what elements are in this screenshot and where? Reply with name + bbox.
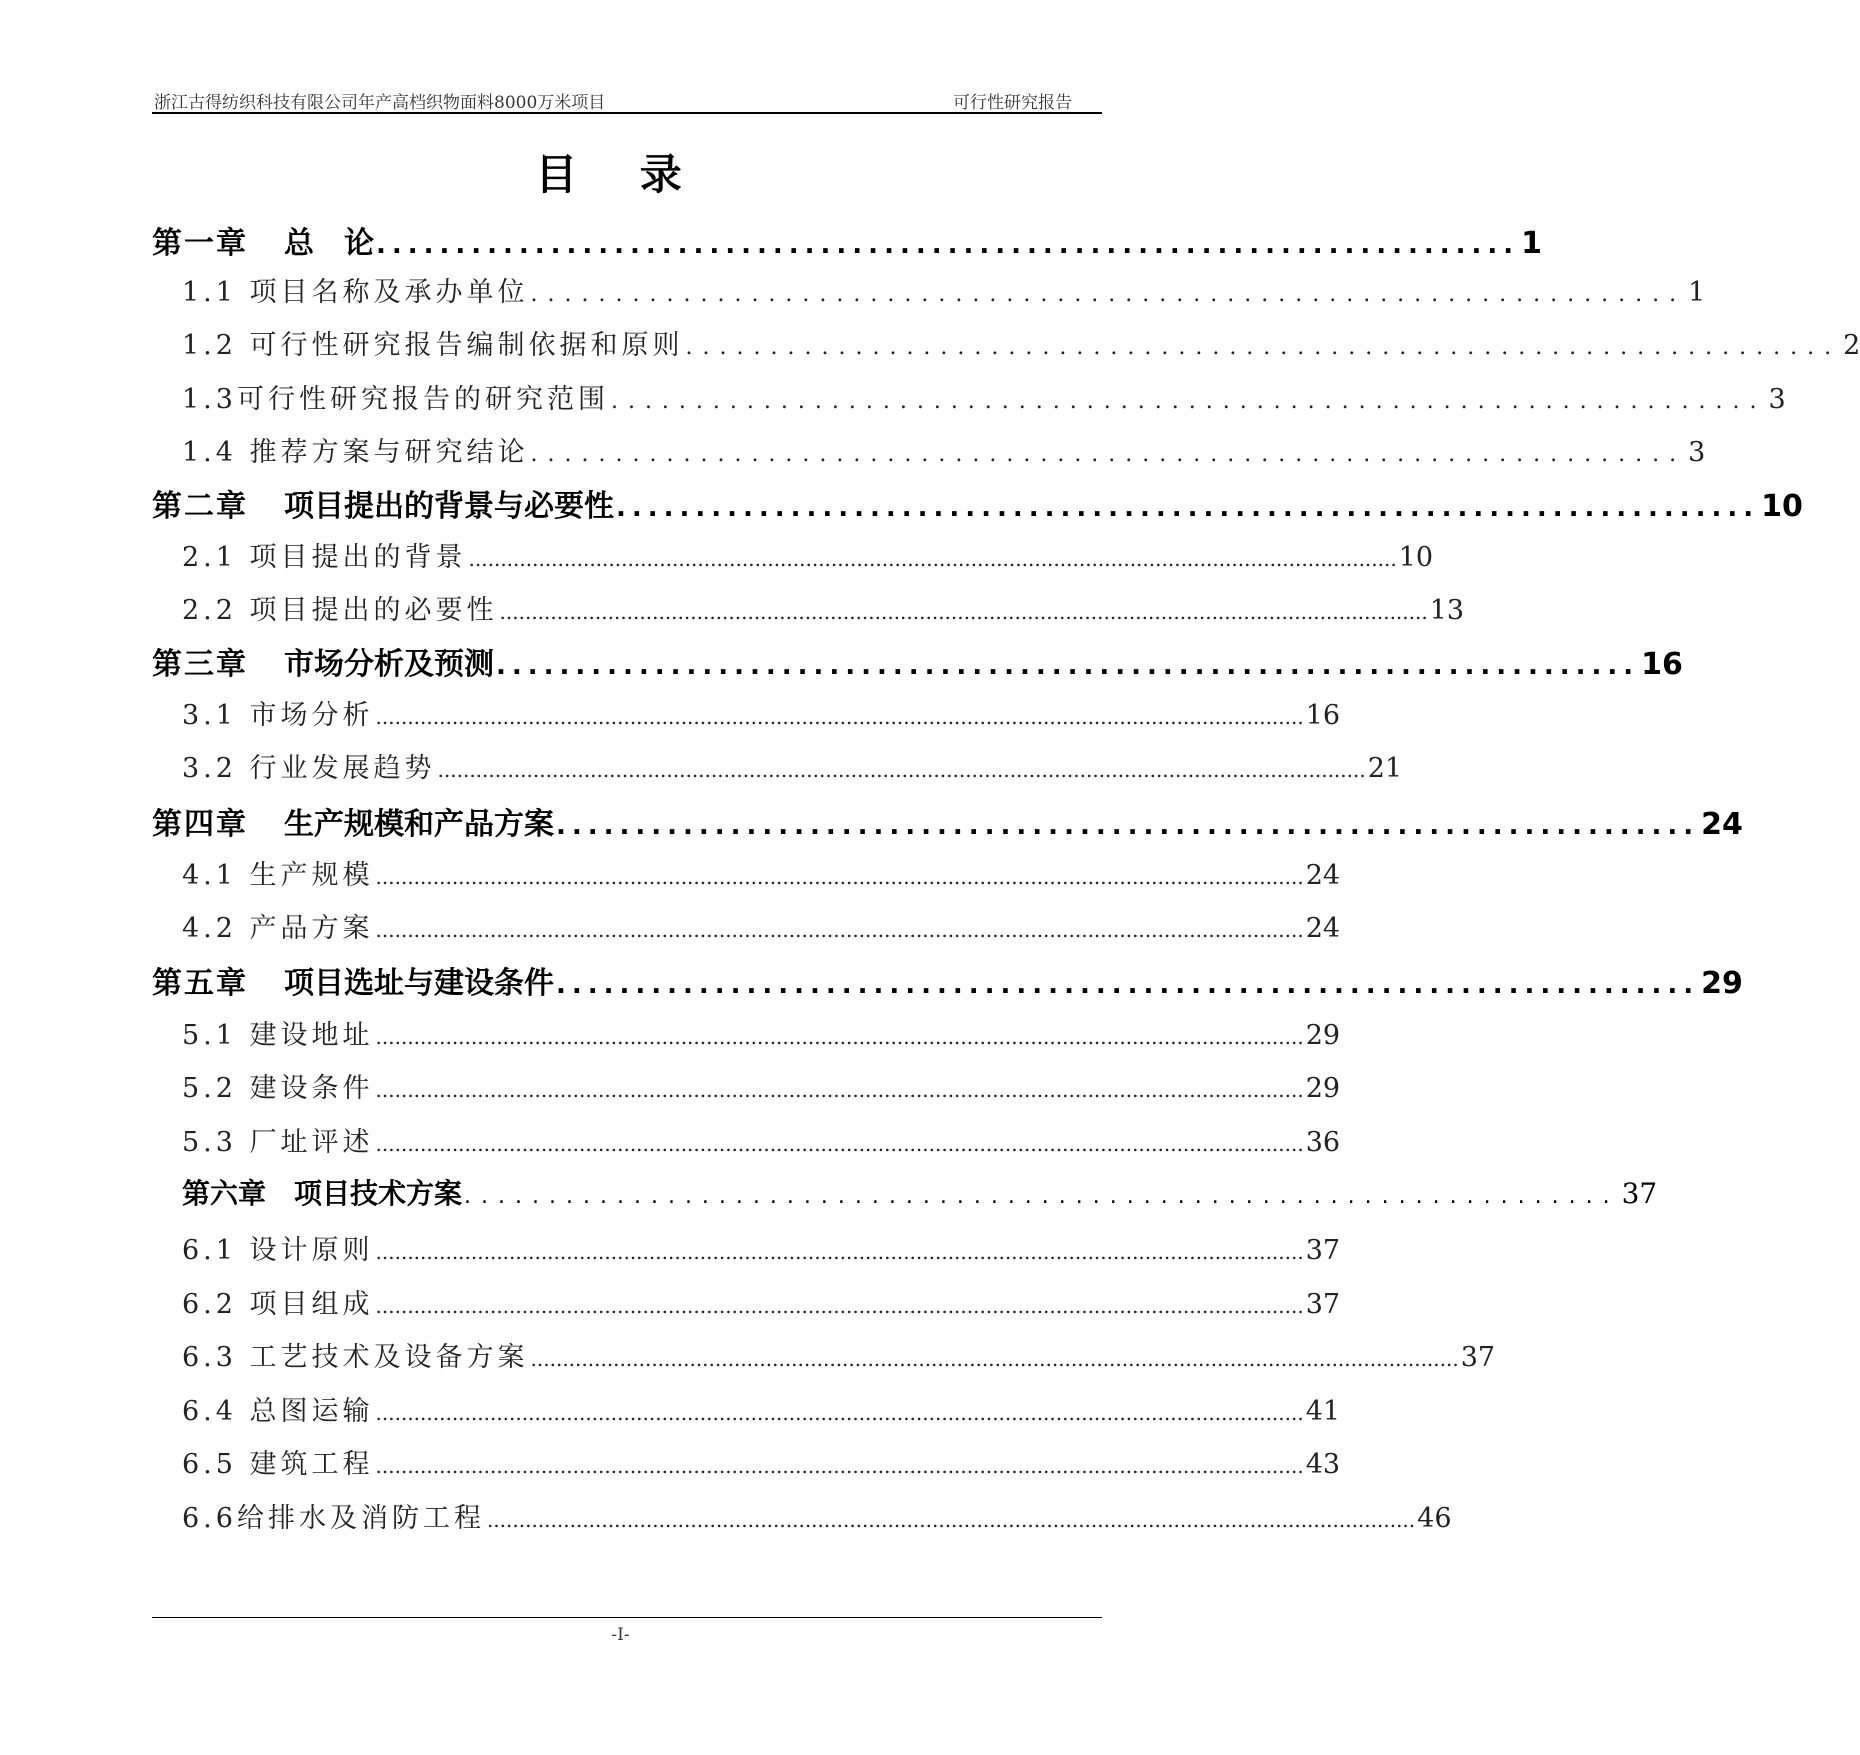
page-number: 24 (1701, 807, 1743, 842)
toc-section-1-2[interactable] (182, 323, 1860, 362)
page-number: 37 (1621, 1177, 1658, 1210)
page-number: 29 (1305, 1020, 1341, 1051)
dot-leader: .................................................................................................................................................. (375, 1132, 1304, 1156)
page-number: 3 (1688, 437, 1706, 468)
dot-leader: .................................................................................................................................................. (375, 1240, 1304, 1264)
page-footer-number: -I- (611, 1625, 630, 1645)
toc-section-6-4[interactable] (182, 1389, 1341, 1428)
toc-section-6-3[interactable] (182, 1335, 1496, 1374)
page-title: 目 录 (535, 150, 706, 199)
header-report-type: 可行性研究报告 (953, 93, 1072, 113)
dot-leader: ........................................................................ (376, 230, 1520, 260)
dot-leader: .................................................................... (610, 389, 1767, 414)
section-label: 5.2 建设条件 (182, 1073, 374, 1104)
page-number: 13 (1429, 595, 1465, 626)
toc-section-6-2[interactable] (182, 1282, 1341, 1321)
section-label: 6.1 设计原则 (182, 1235, 374, 1266)
chapter-number: 第二章 (152, 489, 248, 524)
section-label: 5.1 建设地址 (182, 1020, 374, 1051)
dot-leader: .................................................................................................................................................. (486, 1508, 1416, 1532)
dot-leader: .................................................................................................................................................. (499, 600, 1428, 624)
section-label: 2.2 项目提出的必要性 (182, 595, 498, 626)
dot-leader: .................................................................................................................................................. (375, 1078, 1304, 1102)
chapter-title: 生产规模和产品方案 (284, 807, 554, 842)
dot-leader: ........................................................................ (616, 493, 1760, 523)
section-label: 1.3可行性研究报告的研究范围 (182, 384, 609, 415)
dot-leader: .................................................................... (685, 335, 1842, 360)
page-number: 29 (1701, 966, 1743, 1001)
page-number: 37 (1460, 1342, 1496, 1373)
page-number: 46 (1417, 1503, 1452, 1534)
dot-leader: .................................................................................................................................................. (375, 1025, 1304, 1049)
toc-section-4-1[interactable] (182, 853, 1341, 892)
section-label: 4.1 生产规模 (182, 860, 374, 891)
page-number: 29 (1305, 1073, 1341, 1104)
dot-leader: ........................................................................ (556, 811, 1700, 841)
dot-leader: .................................................................................................................................................. (375, 918, 1304, 942)
page-number: 36 (1305, 1127, 1341, 1158)
dot-leader: .................................................................................................................................................. (375, 1294, 1304, 1318)
chapter-number: 第三章 (152, 647, 248, 682)
page-number: 37 (1305, 1235, 1341, 1266)
dot-leader: ........................................................................ (556, 970, 1700, 1000)
toc-chapter-6[interactable] (182, 1172, 1658, 1212)
toc-chapter-2[interactable] (152, 481, 1803, 525)
dot-leader: .................................................................................................................................................. (375, 865, 1304, 889)
section-label: 6.6给排水及消防工程 (182, 1503, 485, 1534)
chapter-title: 市场分析及预测 (284, 647, 494, 682)
page-number: 16 (1641, 647, 1683, 682)
dot-leader: .................................................................................................................................................. (375, 705, 1304, 729)
page-number: 41 (1305, 1396, 1341, 1427)
chapter-title: 项目选址与建设条件 (284, 966, 554, 1001)
toc-section-5-3[interactable] (182, 1120, 1341, 1159)
section-label: 1.2 可行性研究报告编制依据和原则 (182, 330, 684, 361)
page-number: 24 (1305, 860, 1341, 891)
toc-section-6-1[interactable] (182, 1228, 1341, 1267)
chapter-number: 第四章 (152, 807, 248, 842)
toc-chapter-1[interactable] (152, 218, 1543, 262)
footer-divider (152, 1617, 1102, 1618)
page-number: 21 (1367, 753, 1403, 784)
page-number: 1 (1688, 277, 1706, 308)
chapter-number: 第一章 (152, 226, 248, 261)
toc-section-1-4[interactable] (182, 430, 1706, 469)
toc-section-5-1[interactable] (182, 1013, 1341, 1052)
section-label: 6.3 工艺技术及设备方案 (182, 1342, 529, 1373)
toc-section-4-2[interactable] (182, 906, 1341, 945)
section-label: 6.4 总图运输 (182, 1396, 374, 1427)
toc-chapter-4[interactable] (152, 799, 1743, 843)
chapter-number: 第六章 (182, 1177, 267, 1210)
toc-section-6-6[interactable] (182, 1496, 1452, 1535)
page-number: 3 (1768, 384, 1786, 415)
chapter-title: 总 论 (284, 226, 374, 261)
section-label: 1.4 推荐方案与研究结论 (182, 437, 529, 468)
dot-leader: ........................................................................ (496, 651, 1640, 681)
section-label: 4.2 产品方案 (182, 913, 374, 944)
page-number: 43 (1305, 1449, 1341, 1480)
section-label: 6.5 建筑工程 (182, 1449, 374, 1480)
chapter-number: 第五章 (152, 966, 248, 1001)
dot-leader: .................................................................................................................................................. (468, 547, 1397, 571)
dot-leader: .................................................................................................................................................. (375, 1401, 1304, 1425)
dot-leader: .................................................................................................................................................. (437, 758, 1366, 782)
chapter-title: 项目技术方案 (294, 1177, 463, 1210)
toc-section-2-2[interactable] (182, 588, 1465, 627)
toc-section-1-1[interactable] (182, 270, 1706, 309)
page-number: 10 (1761, 489, 1803, 524)
section-label: 2.1 项目提出的背景 (182, 542, 467, 573)
section-label: 5.3 厂址评述 (182, 1127, 374, 1158)
dot-leader: .................................................................... (530, 442, 1687, 467)
toc-section-2-1[interactable] (182, 535, 1434, 574)
header-project-title: 浙江古得纺织科技有限公司年产高档织物面料8000万米项目 (154, 93, 606, 113)
section-label: 3.1 市场分析 (182, 700, 374, 731)
page-number: 2 (1843, 330, 1860, 361)
chapter-title: 项目提出的背景与必要性 (284, 489, 614, 524)
section-label: 1.1 项目名称及承办单位 (182, 277, 529, 308)
dot-leader: .................................................................................................................................................. (530, 1347, 1459, 1371)
dot-leader: .................................................................... (530, 282, 1687, 307)
section-label: 3.2 行业发展趋势 (182, 753, 436, 784)
dot-leader: .................................................................... (464, 1184, 1620, 1209)
dot-leader: .................................................................................................................................................. (375, 1454, 1304, 1478)
page-number: 37 (1305, 1289, 1341, 1320)
page-number: 16 (1305, 700, 1341, 731)
section-label: 6.2 项目组成 (182, 1289, 374, 1320)
page-number: 24 (1305, 913, 1341, 944)
page-number: 1 (1521, 226, 1543, 261)
toc-chapter-5[interactable] (152, 958, 1743, 1002)
toc-section-3-2[interactable] (182, 746, 1403, 785)
toc-section-3-1[interactable] (182, 693, 1341, 732)
toc-section-1-3[interactable] (182, 377, 1786, 416)
toc-section-5-2[interactable] (182, 1066, 1341, 1105)
toc-chapter-3[interactable] (152, 639, 1683, 683)
page-number: 10 (1398, 542, 1434, 573)
toc-section-6-5[interactable] (182, 1442, 1341, 1481)
